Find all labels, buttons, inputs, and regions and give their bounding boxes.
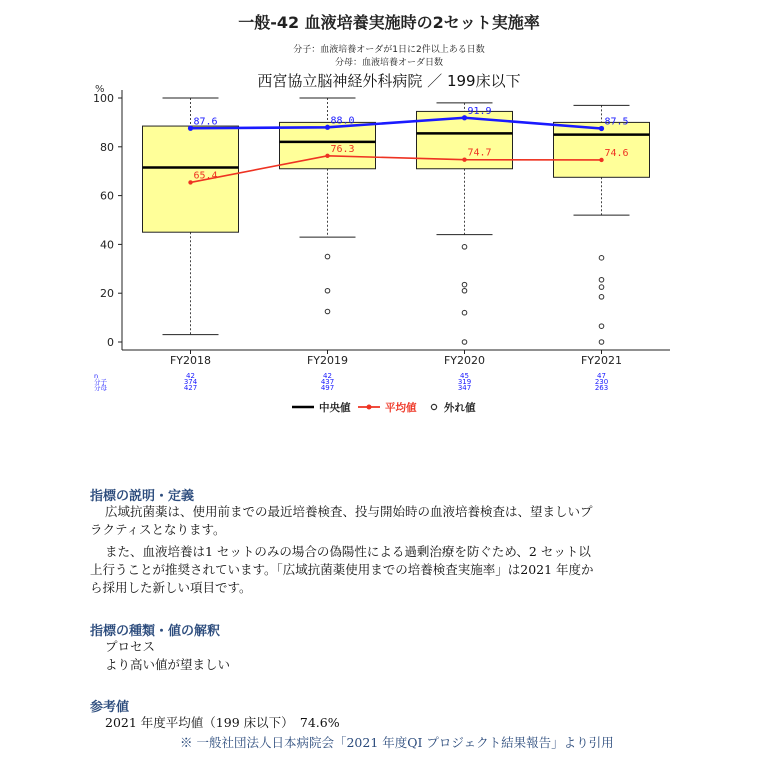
heading-reference: 参考値: [90, 700, 130, 715]
series-point: [188, 180, 192, 184]
count-row-label: 分母: [94, 384, 107, 392]
outlier-point: [462, 282, 467, 287]
series-data-label: 87.5: [604, 116, 629, 128]
count-cell: 45: [460, 372, 469, 380]
y-tick-label: 100: [93, 92, 114, 105]
x-tick-label: FY2019: [306, 354, 349, 367]
hospital-name: 西宮協立脳神経外科病院 ／ 199床以下: [257, 72, 521, 90]
outlier-point: [325, 254, 330, 259]
series-line: [191, 156, 602, 183]
series-data-label: 74.6: [604, 147, 629, 159]
y-tick-label: 0: [107, 336, 114, 349]
definition-line-1: 広域抗菌薬は、使用前までの最近培養検査、投与開始時の血液培養検査は、望ましいプ: [105, 504, 593, 519]
count-cell: 263: [594, 384, 609, 392]
x-tick-label: FY2020: [443, 354, 486, 367]
series-point: [599, 126, 604, 131]
count-cell: 230: [594, 378, 609, 386]
series-line: [191, 118, 602, 129]
y-tick-label: 60: [100, 189, 114, 203]
heading-type: 指標の種類・値の解釈: [90, 624, 221, 639]
series-point: [462, 115, 467, 120]
count-cell: 319: [457, 378, 472, 386]
series-data-label: 76.3: [330, 143, 355, 155]
definition-line-5: ら採用した新しい項目です。: [90, 580, 252, 595]
y-tick-label: 80: [100, 140, 114, 154]
outlier-point: [599, 285, 604, 290]
series-point: [325, 154, 329, 158]
series-data-label: 91.9: [467, 105, 492, 117]
reference-value: 2021 年度平均値（199 床以下） 74.6%: [105, 715, 340, 730]
count-row-label: n: [94, 372, 99, 380]
indicator-type: プロセス: [105, 639, 156, 654]
count-cell: 427: [183, 384, 198, 392]
count-cell: 374: [183, 378, 198, 386]
series-point: [599, 158, 603, 162]
outlier-point: [599, 324, 604, 329]
series-data-label: 88.0: [330, 115, 355, 127]
series-point: [188, 126, 193, 131]
series-point: [325, 125, 330, 130]
legend-label: 平均値: [385, 402, 417, 414]
count-cell: 47: [597, 372, 606, 380]
outlier-point: [325, 309, 330, 314]
x-tick-label: FY2021: [580, 354, 623, 367]
outlier-point: [462, 245, 467, 250]
count-cell: 497: [320, 384, 335, 392]
y-tick-label: 20: [100, 287, 114, 301]
y-tick-label: 40: [100, 238, 114, 252]
box-iqr: [143, 126, 239, 232]
series-data-label: 74.7: [467, 147, 492, 159]
y-axis-label: %: [95, 84, 105, 95]
definition-line-4: 上行うことが推奨されています。「広域抗菌薬使用までの培養検査実施率」は2021 年度か: [90, 562, 594, 577]
outlier-point: [325, 288, 330, 293]
definition-line-3: また、血液培養は1 セットのみの場合の偽陽性による過剰治療を防ぐため、2 セット以: [105, 544, 591, 559]
outlier-point: [599, 277, 604, 282]
count-cell: 42: [323, 372, 332, 380]
legend-label: 中央値: [319, 402, 351, 414]
chart-title: 一般-42 血液培養実施時の2セット実施率: [238, 13, 540, 32]
legend-mean-dot: [367, 405, 372, 410]
numerator-definition: 分子：血液培養オーダが1日に2件以上ある日数: [293, 45, 485, 55]
count-cell: 42: [186, 372, 195, 380]
outlier-point: [462, 310, 467, 315]
indicator-interpretation: より高い値が望ましい: [105, 657, 231, 672]
series-data-label: 65.4: [193, 170, 218, 182]
outlier-point: [462, 340, 467, 345]
count-cell: 347: [457, 384, 472, 392]
count-cell: 437: [320, 378, 335, 386]
legend-label: 外れ値: [444, 402, 476, 414]
x-tick-label: FY2018: [169, 354, 212, 367]
citation: ※ 一般社団法人日本病院会「2021 年度QI プロジェクト結果報告」より引用: [180, 735, 614, 750]
outlier-point: [462, 288, 467, 293]
series-data-label: 87.6: [193, 116, 218, 128]
outlier-point: [599, 295, 604, 300]
outlier-point: [599, 256, 604, 261]
heading-definition: 指標の説明・定義: [90, 489, 195, 504]
count-row-label: 分子: [94, 378, 107, 386]
series-point: [462, 158, 466, 162]
definition-line-2: ラクティスとなります。: [90, 522, 226, 537]
denominator-definition: 分母：血液培養オーダ日数: [334, 58, 443, 68]
outlier-point: [599, 340, 604, 345]
legend-outlier-swatch: [431, 404, 436, 409]
